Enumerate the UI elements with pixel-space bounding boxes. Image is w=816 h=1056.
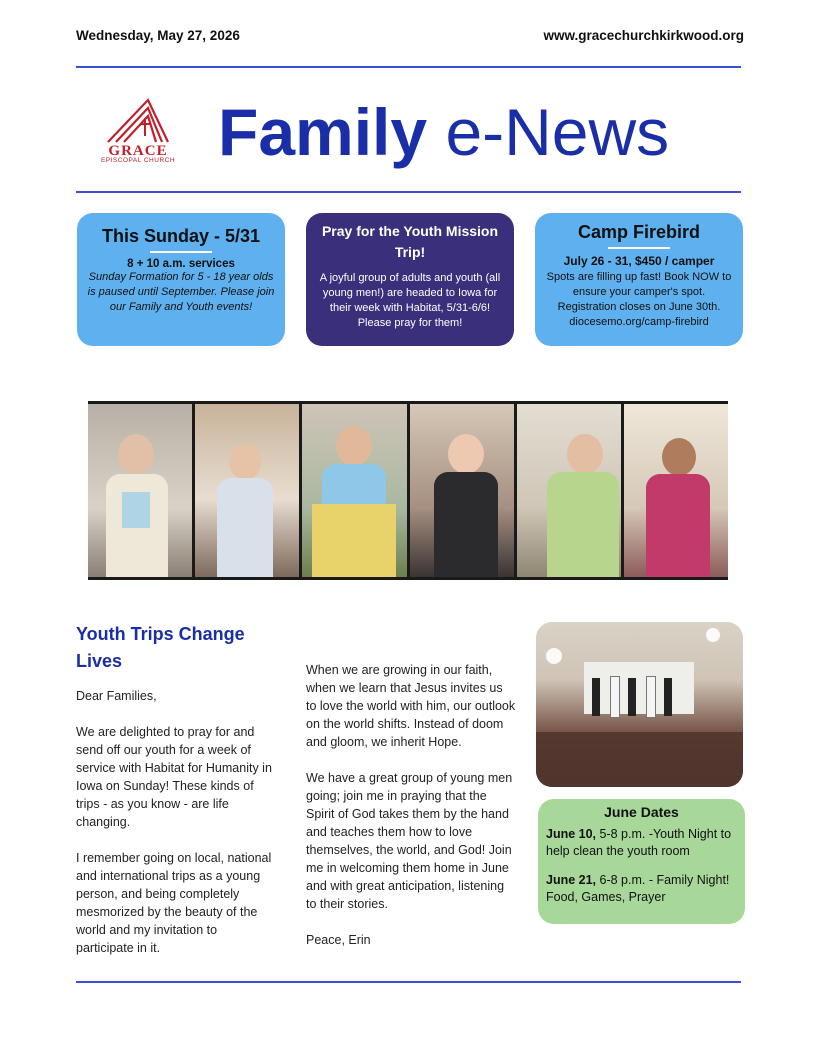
card-underline — [150, 251, 212, 253]
photo-3 — [302, 404, 406, 577]
photo-5 — [517, 404, 621, 577]
event-photo — [536, 622, 743, 787]
june-dates-box — [538, 799, 745, 924]
june-date: June 21, — [546, 873, 597, 887]
divider-bottom — [76, 981, 741, 983]
card-body: Spots are filling up fast! Book NOW to ensure your camper's spot. Registration closes on June 30th. diocesemo.org/camp-firebird — [546, 271, 732, 328]
article-paragraph: We have a great group of young men going; join me in praying that the Spirit of God takes them by the hand and teaches them how to love themselves, the world, and God! Join me in welcoming them home in June and with great anticipation, listening to their stories. — [306, 771, 513, 911]
issue-date: Wednesday, May 27, 2026 — [76, 28, 240, 43]
article-paragraph: Dear Families, — [76, 689, 157, 703]
website-link[interactable]: www.gracechurchkirkwood.org — [543, 28, 744, 43]
card-title: Camp Firebird — [577, 222, 701, 242]
article-paragraph: We are delighted to pray for and send off our youth for a week of service with Habitat for Humanity in Iowa on Sunday! These kinds of trips - as you know - are life changing. — [76, 725, 272, 829]
divider-masthead — [76, 191, 741, 193]
masthead-bold: Family — [218, 95, 428, 169]
photo-6 — [624, 404, 728, 577]
card-pray-youth — [306, 213, 514, 346]
card-services: 8 + 10 a.m. services — [127, 258, 235, 270]
card-body: Sunday Formation for 5 - 18 year olds is paused until September. Please join our Family and Youth events! — [87, 271, 275, 313]
june-dates-title: June Dates — [604, 804, 679, 820]
article-signature: Peace, Erin — [306, 933, 371, 947]
photo-1 — [88, 404, 192, 577]
card-this-sunday — [77, 213, 285, 346]
card-dates-price: July 26 - 31, $450 / camper — [563, 254, 715, 268]
article-paragraph: I remember going on local, national and international trips as a young person, and being completely mesmorized by the beauty of the world and my invitation to participate in it. — [76, 851, 272, 955]
card-body: A joyful group of adults and youth (all young men!) are headed to Iowa for their week with Habitat, 5/31-6/6! Please pray for them! — [319, 272, 501, 329]
divider-top — [76, 66, 741, 68]
photo-2 — [195, 404, 299, 577]
june-date-item — [546, 872, 737, 906]
card-title: This Sunday - 5/31 — [101, 226, 261, 246]
masthead-title — [218, 92, 669, 172]
article-paragraph: When we are growing in our faith, when we learn that Jesus invites us to love the world with him, our outlook on the world shifts. Instead of doom and gloom, we inherit Hope. — [306, 663, 516, 749]
june-date-text: 6-8 p.m. - Family Night! Food, Games, Prayer — [546, 873, 730, 904]
article-title: Youth Trips Change Lives — [76, 624, 245, 671]
june-date-text: 5-8 p.m. -Youth Night to help clean the youth room — [546, 827, 732, 858]
card-underline — [608, 247, 670, 249]
logo-name: GRACE — [108, 143, 168, 159]
card-camp-firebird — [535, 213, 743, 346]
june-date: June 10, — [546, 827, 597, 841]
card-title: Pray for the Youth Mission Trip! — [321, 223, 499, 260]
masthead-normal: e-News — [445, 95, 670, 169]
logo-subtitle: EPISCOPAL CHURCH — [100, 157, 176, 164]
article-column-1 — [76, 687, 276, 975]
article-column-2 — [306, 661, 516, 967]
photo-strip — [88, 401, 728, 580]
june-date-item — [546, 826, 737, 860]
photo-4 — [410, 404, 514, 577]
